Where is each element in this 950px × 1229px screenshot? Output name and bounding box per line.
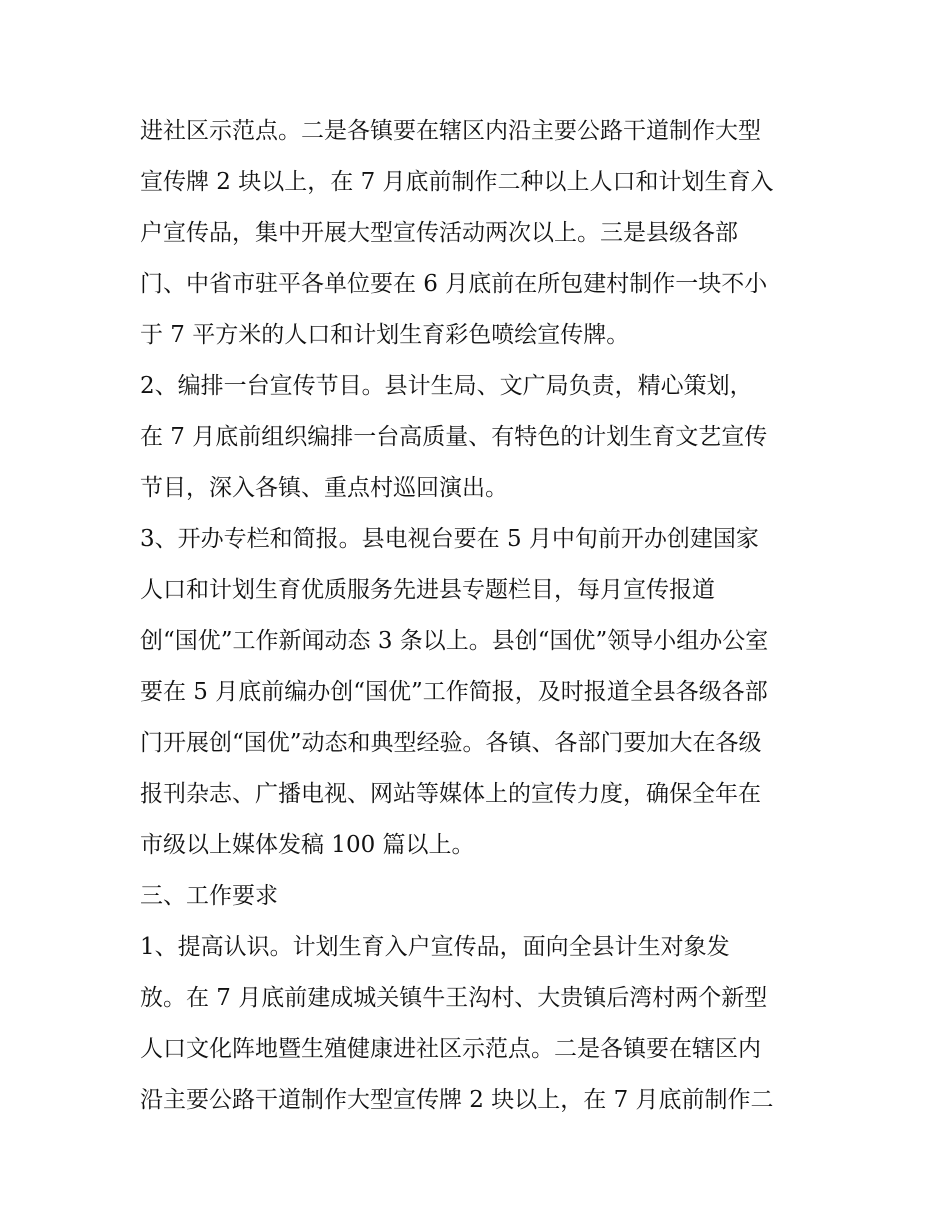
text-line: 节目，深入各镇、重点村巡回演出。 (140, 475, 508, 501)
text-line: 市级以上媒体发稿 100 篇以上。 (140, 832, 475, 858)
paragraph-1-heading-line: 1、提高认识。计划生育入户宣传品，面向全县计生对象发 (140, 934, 730, 960)
body-text (140, 106, 820, 1126)
text-line: 放。在 7 月底前建成城关镇牛王沟村、大贵镇后湾村两个新型 (140, 985, 768, 1011)
paragraph-3-heading-line: 3、开办专栏和简报。县电视台要在 5 月中旬前开办创建国家 (140, 526, 759, 552)
text-line: 沿主要公路干道制作大型宣传牌 2 块以上，在 7 月底前制作二 (140, 1087, 774, 1113)
text-line: 在 7 月底前组织编排一台高质量、有特色的计划生育文艺宣传 (140, 424, 768, 450)
text-line: 宣传牌 2 块以上，在 7 月底前制作二种以上人口和计划生育入 (140, 169, 774, 195)
text-line: 户宣传品，集中开展大型宣传活动两次以上。三是县级各部 (140, 220, 738, 246)
text-line: 人口文化阵地暨生殖健康进社区示范点。二是各镇要在辖区内 (140, 1036, 761, 1062)
paragraph-2-heading-line: 2、编排一台宣传节目。县计生局、文广局负责，精心策划， (140, 373, 753, 399)
text-line: 门、中省市驻平各单位要在 6 月底前在所包建村制作一块不小 (140, 271, 768, 297)
text-line: 进社区示范点。二是各镇要在辖区内沿主要公路干道制作大型 (140, 118, 761, 144)
text-line: 门开展创“国优”动态和典型经验。各镇、各部门要加大在各级 (140, 730, 762, 756)
text-line: 于 7 平方米的人口和计划生育彩色喷绘宣传牌。 (140, 322, 630, 348)
text-line: 报刊杂志、广播电视、网站等媒体上的宣传力度，确保全年在 (140, 781, 761, 807)
text-line: 人口和计划生育优质服务先进县专题栏目，每月宣传报道 (140, 577, 715, 603)
text-line: 创“国优”工作新闻动态 3 条以上。县创“国优”领导小组办公室 (140, 628, 769, 654)
section-heading: 三、工作要求 (140, 883, 278, 909)
text-line: 要在 5 月底前编办创“国优”工作简报，及时报道全县各级各部 (140, 679, 768, 705)
